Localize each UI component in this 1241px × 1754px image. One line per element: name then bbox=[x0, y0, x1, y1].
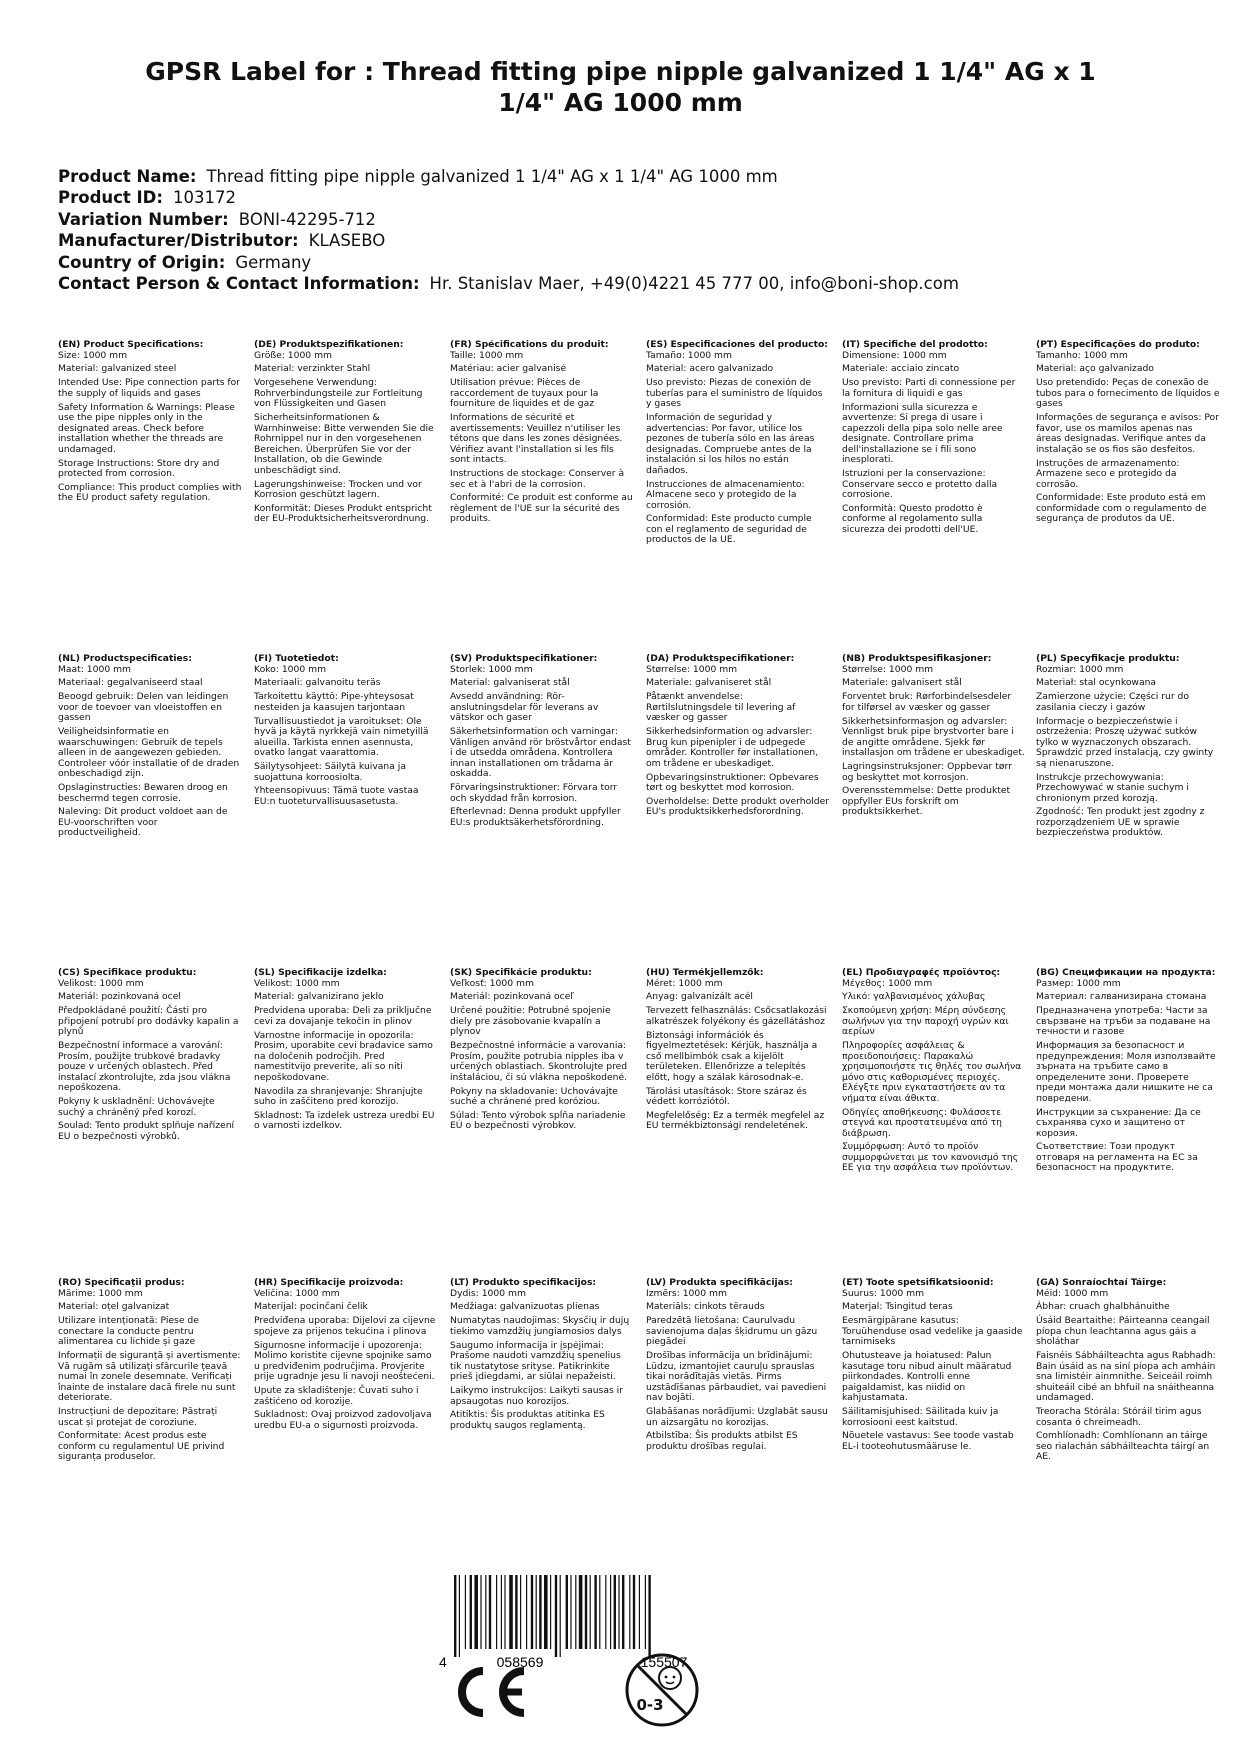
spec-line: Upute za skladištenje: Čuvati suho i zaštićeno od korozije. bbox=[254, 1385, 419, 1407]
barcode-bar bbox=[566, 1575, 568, 1649]
spec-line: Izmērs: 1000 mm bbox=[646, 1287, 727, 1299]
spec-line: Sukladnost: Ovaj proizvod zadovoljava uredbu EU-a o sigurnosti proizvoda. bbox=[254, 1409, 432, 1431]
spec-line: Informações de segurança e avisos: Por favor, use os mamilos apenas nas áreas designadas. Verifique antes da instalação se os fios são desfeitos. bbox=[1036, 412, 1219, 455]
spec-heading: (LT) Produkto specifikacijos: bbox=[450, 1278, 597, 1288]
spec-line: Veľkosť: 1000 mm bbox=[450, 977, 534, 989]
product-info bbox=[58, 166, 959, 294]
spec-line: Zamierzone użycie: Części rur do zasilania cieczy i gazów bbox=[1036, 691, 1190, 713]
info-label: Manufacturer/Distributor: bbox=[58, 231, 299, 251]
barcode-bars bbox=[454, 1575, 651, 1657]
barcode-bar bbox=[465, 1575, 466, 1649]
spec-line: Материал: галванизирана стомана bbox=[1036, 991, 1207, 1003]
spec-block bbox=[450, 1278, 634, 1435]
spec-block bbox=[646, 654, 830, 821]
barcode-bar bbox=[605, 1575, 606, 1649]
spec-line: Instrucciones de almacenamiento: Almacene seco y protegido de la corrosión. bbox=[646, 478, 805, 511]
spec-block bbox=[1036, 1278, 1220, 1466]
spec-line: Overensstemmelse: Dette produktet oppfyller EUs forskrift om produktsikkerhet. bbox=[842, 785, 1011, 818]
spec-line: Drošības informācija un brīdinājumi: Lūdzu, izmantojiet cauruļu sprauslas tikai norādītajās vietās. Pirms uzstādīšanas pārbaudiet, vai pavedieni nav bojāti. bbox=[646, 1350, 827, 1404]
spec-line: Taille: 1000 mm bbox=[450, 349, 524, 361]
spec-block bbox=[646, 340, 830, 549]
barcode-bar bbox=[560, 1575, 561, 1657]
spec-line: Soulad: Tento produkt splňuje nařízení EU o bezpečnosti výrobků. bbox=[58, 1120, 235, 1142]
info-value: KLASEBO bbox=[308, 231, 386, 251]
spec-block bbox=[450, 340, 634, 528]
spec-line: Treoracha Stórála: Stóráil tirim agus cosanta ó chreimeadh. bbox=[1036, 1406, 1202, 1428]
spec-heading: (EL) Προδιαγραφές προϊόντος: bbox=[842, 968, 1001, 978]
barcode-bar bbox=[550, 1575, 551, 1649]
spec-line: Veiligheidsinformatie en waarschuwingen: Gebruik de tepels alleen in de aangewezen gebieden. Controleer vóór installatie of de draden onbeschadigd zijn. bbox=[58, 726, 240, 780]
spec-line: Bezpečnostné informácie a varovania: Prosím, použite potrubia nipples iba v určených oblastiach. Skontrolujte pred inštaláciou, či sú vlákna nepoškodené. bbox=[450, 1040, 628, 1083]
spec-line: Safety Information & Warnings: Please use the pipe nipples only in the designated areas. Check before installation whether the threads are undamaged. bbox=[58, 401, 235, 455]
spec-line: Conformitate: Acest produs este conform cu regulamentul UE privind siguranța produselor. bbox=[58, 1430, 225, 1463]
spec-heading: (FR) Spécifications du produit: bbox=[450, 340, 609, 350]
info-value: BONI-42295-712 bbox=[238, 209, 376, 229]
spec-line: Informații de siguranță și avertismente: Vă rugăm să utilizați sfârcurile țeavă numai în zonele desemnate. Verificați înainte de instalare dacă firele nu sunt deteriorate. bbox=[58, 1350, 241, 1404]
info-label: Country of Origin: bbox=[58, 252, 226, 272]
spec-line: Uso previsto: Parti di connessione per la fornitura di liquidi e gas bbox=[842, 377, 1016, 399]
spec-heading: (SK) Špecifikácie produktu: bbox=[450, 968, 592, 978]
spec-line: Určené použitie: Potrubné spojenie diely pre zásobovanie kvapalín a plynov bbox=[450, 1005, 611, 1038]
spec-line: Dimensione: 1000 mm bbox=[842, 349, 947, 361]
spec-heading: (HU) Termékjellemzők: bbox=[646, 968, 764, 978]
spec-line: Materiál: pozinkovaná ocel bbox=[58, 991, 181, 1003]
spec-line: Σκοπούμενη χρήση: Μέρη σύνδεσης σωλήνων για την παροχή υγρών και αερίων bbox=[842, 1005, 1009, 1038]
spec-line: Maat: 1000 mm bbox=[58, 663, 132, 675]
spec-line: Anyag: galvanizált acél bbox=[646, 991, 753, 1003]
spec-line: Varnostne informacije in opozorila: Prosim, uporabite cevi bradavice samo na določenih področjih. Pred namestitvijo preverite, ali so niti nepoškodovane. bbox=[254, 1029, 433, 1083]
barcode-bar bbox=[579, 1575, 583, 1649]
spec-line: Size: 1000 mm bbox=[58, 349, 128, 361]
spec-line: Conformité: Ce produit est conforme au règlement de l'UE sur la sécurité des produits. bbox=[450, 492, 633, 525]
info-label: Product ID: bbox=[58, 188, 163, 208]
spec-line: Súlad: Tento výrobok spĺňa nariadenie EÚ o bezpečnosti výrobkov. bbox=[450, 1109, 626, 1132]
barcode-bar bbox=[454, 1575, 456, 1657]
spec-line: Materiale: galvanisert stål bbox=[842, 677, 962, 689]
spec-line: Velikost: 1000 mm bbox=[254, 977, 340, 989]
spec-line: Съответствие: Този продукт отговаря на регламента на ЕС за безопасност на продуктите. bbox=[1036, 1141, 1198, 1174]
spec-line: Förvaringsinstruktioner: Förvara torr och skyddad från korrosion. bbox=[450, 782, 618, 804]
spec-heading: (RO) Specificații produs: bbox=[58, 1278, 185, 1288]
spec-heading: (SV) Produktspecifikationer: bbox=[450, 654, 598, 664]
spec-heading: (DA) Produktspecifikationer: bbox=[646, 654, 795, 664]
spec-line: Materiale: acciaio zincato bbox=[842, 363, 960, 375]
spec-line: Istruzioni per la conservazione: Conservare secco e protetto dalla corrosione. bbox=[842, 468, 998, 501]
barcode-bar bbox=[618, 1575, 619, 1649]
spec-block bbox=[842, 340, 1026, 539]
spec-line: Säilytysohjeet: Säilytä kuivana ja suojattuna korroosiolta. bbox=[254, 761, 406, 783]
spec-block bbox=[842, 968, 1026, 1177]
spec-line: Material: galvaniserat stål bbox=[450, 677, 570, 689]
info-label: Variation Number: bbox=[58, 209, 229, 229]
spec-line: Sikkerhetsinformasjon og advarsler: Vennligst bruk pipe brystvorter bare i de angitte områdene. Sjekk før installasjon om trådene er ubeskadiget. bbox=[842, 715, 1025, 759]
spec-line: Informazioni sulla sicurezza e avvertenze: Si prega di usare i capezzoli della pipa solo nelle aree designate. Controllare prima dell'installazione se i fili sono inesplorati. bbox=[842, 401, 1003, 466]
barcode-bar bbox=[474, 1575, 478, 1649]
spec-line: Säkerhetsinformation och varningar: Vänligen använd rör bröstvårtor endast i de utsedda områdena. Kontrollera innan installationen om trådarna är oskadda. bbox=[450, 726, 631, 780]
spec-line: Atitiktis: Šis produktas atitinka ES produktų saugos reglamentą. bbox=[450, 1409, 605, 1431]
spec-line: Ábhar: cruach ghalbhánuithe bbox=[1036, 1301, 1170, 1313]
spec-line: Predviđena uporaba: Dijelovi za cijevne spojeve za prijenos tekućina i plinova bbox=[254, 1315, 436, 1337]
spec-line: Avsedd användning: Rör-anslutningsdelar för leverans av vätskor och gaser bbox=[450, 691, 599, 724]
info-row-variation-number bbox=[58, 209, 959, 230]
barcode-bar bbox=[610, 1575, 611, 1649]
spec-line: Material: galvanized steel bbox=[58, 363, 177, 375]
spec-line: Naleving: Dit product voldoet aan de EU-voorschriften voor productveiligheid. bbox=[58, 806, 228, 839]
spec-line: Instruções de armazenamento: Armazene seco e protegido da corrosão. bbox=[1036, 457, 1180, 490]
spec-line: Размер: 1000 mm bbox=[1036, 977, 1121, 989]
spec-heading: (SL) Specifikacije izdelka: bbox=[254, 968, 387, 978]
spec-line: Glabāšanas norādījumi: Uzglabāt sausu un aizsargātu no korozijas. bbox=[646, 1406, 828, 1428]
barcode-bar bbox=[515, 1575, 517, 1649]
spec-line: Zgodność: Ten produkt jest zgodny z rozporządzeniem UE w sprawie bezpieczeństwa produktów. bbox=[1036, 806, 1205, 839]
spec-heading: (LV) Produkta specifikācijas: bbox=[646, 1278, 793, 1288]
spec-block bbox=[1036, 340, 1220, 528]
spec-line: Οδηγίες αποθήκευσης: Φυλάσσετε στεγνά και προστατευμένα από τη διάβρωση. bbox=[842, 1106, 1002, 1139]
spec-line: Utilizare intenționată: Piese de conectare la conducte pentru alimentarea cu lichide și gaze bbox=[58, 1315, 199, 1348]
spec-line: Størrelse: 1000 mm bbox=[842, 663, 934, 675]
spec-line: Informacje o bezpieczeństwie i ostrzeżenia: Proszę używać sutków tylko w wyznaczonych obszarach. Sprawdzić przed instalacją, czy gwinty są nienaruszone. bbox=[1036, 715, 1214, 769]
svg-text:0-3: 0-3 bbox=[636, 1696, 664, 1714]
spec-line: Инструкции за съхранение: Да се съхранява сухо и защитено от корозия. bbox=[1036, 1106, 1201, 1139]
barcode-bar bbox=[501, 1575, 502, 1649]
spec-line: Méret: 1000 mm bbox=[646, 977, 723, 989]
ce-mark-icon bbox=[450, 1662, 530, 1722]
barcode-bar bbox=[639, 1575, 640, 1649]
spec-line: Navodila za shranjevanje: Shranjujte suho in zaščiteno pred korozijo. bbox=[254, 1085, 423, 1108]
spec-block bbox=[450, 654, 634, 832]
spec-line: Tárolási utasítások: Store száraz és védett korróziótól. bbox=[646, 1085, 807, 1108]
spec-block bbox=[254, 340, 438, 528]
spec-line: Conformidad: Este producto cumple con el reglamento de seguridad de productos de la UE. bbox=[646, 513, 812, 546]
spec-line: Materiaal: gegalvaniseerd staal bbox=[58, 677, 203, 689]
spec-block bbox=[450, 968, 634, 1135]
barcode-bar bbox=[536, 1575, 537, 1649]
spec-line: Předpokládané použití: Části pro připojení potrubí pro dodávky kapalin a plynů bbox=[58, 1005, 239, 1038]
spec-line: Úsáid Beartaithe: Páirteanna ceangail píopa chun leachtanna agus gáis a sholáthar bbox=[1036, 1315, 1210, 1348]
spec-line: Instrucțiuni de depozitare: Păstrați uscat și protejat de coroziune. bbox=[58, 1406, 218, 1428]
spec-line: Efterlevnad: Denna produkt uppfyller EU:s produktsäkerhetsförordning. bbox=[450, 806, 621, 828]
barcode-bar bbox=[590, 1575, 591, 1649]
barcode-bar bbox=[459, 1575, 460, 1657]
spec-line: Bezpečnostní informace a varování: Prosím, použijte trubkové bradavky pouze v určených oblastech. Před instalací zkontrolujte, zda jsou vlákna nepoškozena. bbox=[58, 1040, 231, 1094]
spec-line: Größe: 1000 mm bbox=[254, 349, 332, 361]
spec-line: Uso pretendido: Peças de conexão de tubos para o fornecimento de líquidos e gases bbox=[1036, 377, 1220, 410]
info-label: Product Name: bbox=[58, 167, 197, 186]
spec-line: Nõuetele vastavus: See toode vastab EL-i tooteohutusmääruse le. bbox=[842, 1430, 1014, 1452]
spec-block bbox=[646, 968, 830, 1135]
barcode-bar bbox=[555, 1575, 557, 1657]
barcode-bar bbox=[570, 1575, 571, 1649]
spec-line: Storlek: 1000 mm bbox=[450, 663, 533, 675]
spec-line: Velikost: 1000 mm bbox=[58, 977, 144, 989]
spec-line: Conformità: Questo prodotto è conforme al regolamento sulla sicurezza dei prodotti dell'UE. bbox=[842, 502, 983, 535]
barcode-digits-left: 058569 bbox=[496, 1654, 544, 1670]
barcode-bar bbox=[485, 1575, 486, 1649]
barcode-bar bbox=[629, 1575, 630, 1649]
spec-line: Compliance: This product complies with the EU product safety regulation. bbox=[58, 481, 242, 504]
spec-line: Material: aço galvanizado bbox=[1036, 363, 1154, 375]
barcode-bar bbox=[480, 1575, 481, 1649]
info-value: Germany bbox=[235, 252, 312, 272]
spec-heading: (GA) Sonraíochtaí Táirge: bbox=[1036, 1278, 1167, 1288]
spec-line: Lagerungshinweise: Trocken und vor Korrosion geschützt lagern. bbox=[254, 478, 422, 501]
spec-line: Conformidade: Este produto está em conformidade com o regulamento de segurança de produtos da UE. bbox=[1036, 492, 1207, 525]
barcode-bar bbox=[520, 1575, 521, 1649]
spec-block bbox=[842, 654, 1026, 821]
spec-line: Atbilstība: Šis produkts atbilst ES produktu drošības regulai. bbox=[646, 1430, 798, 1452]
spec-line: Turvallisuustiedot ja varoitukset: Ole hyvä ja käytä nyrkkejä vain nimetyillä alueilla. Tarkista ennen asennusta, ovatko langat vaarattomia. bbox=[254, 715, 429, 759]
spec-line: Matériau: acier galvanisé bbox=[450, 363, 567, 375]
barcode-bar bbox=[539, 1575, 541, 1649]
barcode-bar bbox=[496, 1575, 497, 1649]
spec-line: Materiāls: cinkots tērauds bbox=[646, 1301, 765, 1313]
spec-block bbox=[58, 340, 242, 507]
spec-block bbox=[254, 654, 438, 811]
barcode-bar bbox=[531, 1575, 533, 1649]
info-value: Hr. Stanislav Maer, +49(0)4221 45 777 00, info@boni-shop.com bbox=[429, 274, 959, 294]
spec-heading: (EN) Product Specifications: bbox=[58, 340, 204, 350]
info-value: 103172 bbox=[172, 188, 236, 208]
spec-line: Påtænkt anvendelse: Rørtilslutningsdele til levering af væsker og gasser bbox=[646, 691, 796, 724]
spec-block bbox=[254, 1278, 438, 1435]
spec-block bbox=[254, 968, 438, 1135]
spec-line: Materiaali: galvanoitu teräs bbox=[254, 677, 381, 689]
barcode-bar bbox=[575, 1575, 576, 1649]
spec-line: Dydis: 1000 mm bbox=[450, 1287, 526, 1299]
spec-line: Información de seguridad y advertencias: Por favor, utilice los pezones de tubería sólo en las áreas designadas. Compruebe antes de la instalación si los hilos no están dañados. bbox=[646, 412, 815, 476]
barcode-bar bbox=[648, 1575, 650, 1657]
spec-line: Paredzētā lietošana: Caurulvadu savienojuma daļas šķidrumu un gāzu piegādei bbox=[646, 1315, 818, 1348]
barcode-bar bbox=[614, 1575, 616, 1649]
spec-line: Tervezett felhasználás: Csőcsatlakozási alkatrészek folyékony és gázellátáshoz bbox=[646, 1005, 827, 1027]
spec-line: Συμμόρφωση: Αυτό το προϊόν συμμορφώνεται με τον κανονισμό της ΕΕ για την ασφάλεια των προϊόντων. bbox=[842, 1141, 1019, 1174]
spec-heading: (HR) Specifikacije proizvoda: bbox=[254, 1278, 404, 1288]
barcode-bar bbox=[633, 1575, 635, 1649]
barcode-bar bbox=[509, 1575, 513, 1649]
spec-line: Méid: 1000 mm bbox=[1036, 1287, 1109, 1299]
spec-block bbox=[842, 1278, 1026, 1456]
spec-heading: (PL) Specyfikacje produktu: bbox=[1036, 654, 1180, 664]
spec-line: Materiál: pozinkovaná oceľ bbox=[450, 991, 574, 1003]
spec-heading: (NB) Produktspesifikasjoner: bbox=[842, 654, 992, 664]
spec-line: Forventet bruk: Rørforbindelsesdeler for tilførsel av væsker og gasser bbox=[842, 691, 1012, 713]
spec-line: Suurus: 1000 mm bbox=[842, 1287, 925, 1299]
spec-line: Mărime: 1000 mm bbox=[58, 1287, 143, 1299]
spec-line: Informations de sécurité et avertissements: Veuillez n'utiliser les tétons que dans les zones désignées. Vérifiez avant l'installation si les fils sont intacts. bbox=[450, 412, 623, 466]
spec-line: Veličina: 1000 mm bbox=[254, 1287, 340, 1299]
barcode-bar bbox=[489, 1575, 491, 1649]
spec-line: Utilisation prévue: Pièces de raccordement de tuyaux pour la fourniture de liquides et de gaz bbox=[450, 377, 599, 410]
spec-line: Koko: 1000 mm bbox=[254, 663, 327, 675]
spec-line: Materiał: stal ocynkowana bbox=[1036, 677, 1157, 689]
spec-line: Tarkoitettu käyttö: Pipe-yhteysosat nesteiden ja kaasujen tarjontaan bbox=[254, 691, 414, 713]
spec-line: Overholdelse: Dette produkt overholder EU's produktsikkerhedsforordning. bbox=[646, 795, 830, 818]
spec-heading: (ET) Toote spetsifikatsioonid: bbox=[842, 1278, 994, 1288]
spec-block bbox=[646, 1278, 830, 1456]
spec-line: Pokyny na skladovanie: Uchovávajte suché a chránené pred koróziou. bbox=[450, 1085, 618, 1108]
spec-line: Faisnéis Sábháilteachta agus Rabhadh: Bain úsáid as na siní píopa ach amháin sna limistéir ainmnithe. Seiceáil roimh shuiteáil cibé an bhfuil na snáitheanna undamaged. bbox=[1036, 1350, 1216, 1404]
spec-line: Beoogd gebruik: Delen van leidingen voor de toevoer van vloeistoffen en gassen bbox=[58, 691, 229, 724]
spec-heading: (NL) Productspecificaties: bbox=[58, 654, 192, 664]
info-row-product-name bbox=[58, 166, 959, 187]
spec-line: Opbevaringsinstruktioner: Opbevares tørt og beskyttet mod korrosion. bbox=[646, 771, 819, 794]
spec-line: Instrukcje przechowywania: Przechowywać w stanie suchym i chronionym przed korozją. bbox=[1036, 771, 1189, 804]
spec-line: Πληροφορίες ασφάλειας & προειδοποιήσεις: Παρακαλώ χρησιμοποιήστε τις θηλές του σωλήνα μόνο στις καθορισμένες περιοχές. Ελέγξτε πριν εγκαταστήσετε αν τα νήματα είναι άθικτα. bbox=[842, 1040, 1022, 1104]
barcode-bar bbox=[645, 1575, 646, 1649]
info-label: Contact Person & Contact Information: bbox=[58, 274, 420, 294]
page-title: GPSR Label for : Thread fitting pipe nipple galvanized 1 1/4" AG x 1 1/4" AG 1000 mm bbox=[145, 57, 1096, 117]
spec-heading: (BG) Спецификации на продукта: bbox=[1036, 968, 1216, 978]
spec-line: Instructions de stockage: Conserver à sec et à l'abri de la corrosion. bbox=[450, 468, 625, 490]
spec-block bbox=[58, 968, 242, 1146]
barcode-bar bbox=[585, 1575, 587, 1649]
spec-line: Opslaginstructies: Bewaren droog en beschermd tegen corrosie. bbox=[58, 782, 228, 804]
spec-line: Biztonsági információk és figyelmeztetések: Kérjük, használja a cső mellbimbók csak a kijelölt területeken. Ellenőrizze a telepítés előtt, hogy a szálak károsodnak-e. bbox=[646, 1029, 818, 1083]
barcode-digits-right: 155507 bbox=[640, 1654, 688, 1670]
spec-line: Materjal: Tsingitud teras bbox=[842, 1301, 953, 1313]
barcode-bar bbox=[544, 1575, 548, 1649]
spec-line: Uso previsto: Piezas de conexión de tuberías para el suministro de líquidos y gases bbox=[646, 377, 823, 410]
info-row-country-of-origin bbox=[58, 252, 959, 273]
spec-line: Størrelse: 1000 mm bbox=[646, 663, 738, 675]
spec-line: Laikymo instrukcijos: Laikyti sausas ir apsaugotas nuo korozijos. bbox=[450, 1385, 623, 1407]
spec-heading: (IT) Specifiche del prodotto: bbox=[842, 340, 988, 350]
barcode-bar bbox=[526, 1575, 527, 1649]
spec-line: Sikkerhedsinformation og advarsler: Brug kun pipenipler i de udpegede områder. Kontroller før installationen, om trådene er ubeskadiget. bbox=[646, 726, 819, 769]
spec-heading: (ES) Especificaciones del producto: bbox=[646, 340, 828, 350]
info-row-contact bbox=[58, 273, 959, 294]
barcode-digit-lead: 4 bbox=[439, 1654, 447, 1670]
spec-line: Tamaño: 1000 mm bbox=[646, 349, 732, 361]
spec-line: Medžiaga: galvanizuotas plienas bbox=[450, 1301, 600, 1313]
spec-line: Sigurnosne informacije i upozorenja: Molimo koristite cijevne spojnike samo u predviđenim područjima. Provjerite prije ugradnje jesu li navoji neoštećeni. bbox=[254, 1339, 435, 1383]
info-row-manufacturer bbox=[58, 230, 959, 251]
spec-line: Rozmiar: 1000 mm bbox=[1036, 663, 1124, 675]
spec-heading: (PT) Especificações do produto: bbox=[1036, 340, 1200, 350]
spec-block bbox=[1036, 654, 1220, 842]
info-row-product-id bbox=[58, 187, 959, 208]
barcode-bar bbox=[599, 1575, 600, 1649]
spec-line: Υλικό: γαλβανισμένος χάλυβας bbox=[842, 991, 986, 1003]
spec-line: Информация за безопасност и предупреждения: Моля използвайте зърната на тръбите само в определените зони. Проверете преди монтажа дали нишките не са повредени. bbox=[1036, 1040, 1216, 1104]
spec-line: Material: galvanizirano jeklo bbox=[254, 991, 384, 1003]
spec-line: Storage Instructions: Store dry and protected from corrosion. bbox=[58, 457, 220, 480]
spec-block bbox=[58, 1278, 242, 1466]
spec-line: Säilitamisjuhised: Säilitada kuiv ja korrosiooni eest kaitstud. bbox=[842, 1406, 999, 1428]
spec-line: Lagringsinstruksjoner: Oppbevar tørr og beskyttet mot korrosjon. bbox=[842, 761, 1012, 783]
spec-line: Numatytas naudojimas: Skysčių ir dujų tiekimo vamzdžių jungiamosios dalys bbox=[450, 1315, 630, 1337]
spec-line: Predvidena uporaba: Deli za priključne cevi za dovajanje tekočin in plinov bbox=[254, 1005, 432, 1027]
spec-block bbox=[58, 654, 242, 842]
spec-line: Material: acero galvanizado bbox=[646, 363, 774, 375]
spec-heading: (DE) Produktspezifikationen: bbox=[254, 340, 404, 350]
spec-line: Megfelelőség: Ez a termék megfelel az EU termékbiztonsági rendeletének. bbox=[646, 1109, 825, 1132]
spec-line: Ohutusteave ja hoiatused: Palun kasutage toru nibud ainult määratud piirkondades. Kontrolli enne paigaldamist, kas niidid on kahjustamata. bbox=[842, 1350, 1012, 1404]
barcode-bar bbox=[470, 1575, 472, 1649]
barcode-bar bbox=[594, 1575, 596, 1649]
barcode-bar bbox=[622, 1575, 624, 1649]
spec-line: Yhteensopivuus: Tämä tuote vastaa EU:n tuoteturvallisuusasetusta. bbox=[254, 785, 419, 807]
age-warning-0-3-icon bbox=[622, 1650, 702, 1730]
spec-line: Eesmärgipärane kasutus: Toruühenduse osad vedelike ja gaaside tarnimiseks bbox=[842, 1315, 1023, 1348]
spec-line: Vorgesehene Verwendung: Rohrverbindungsteile zur Fortleitung von Flüssigkeiten und Gasen bbox=[254, 377, 423, 410]
spec-line: Sicherheitsinformationen & Warnhinweise: Bitte verwenden Sie die Rohrnippel nur in den vorgesehenen Bereichen. Überprüfen Sie vor der Installation, ob die Gewinde unbeschädigt sind. bbox=[254, 412, 434, 476]
spec-line: Material: verzinkter Stahl bbox=[254, 363, 371, 375]
barcode-bar bbox=[504, 1575, 505, 1649]
spec-heading: (CS) Specifikace produktu: bbox=[58, 968, 197, 978]
spec-line: Pokyny k uskladnění: Uchovávejte suchý a chráněný před korozí. bbox=[58, 1096, 215, 1118]
spec-line: Skladnost: Ta izdelek ustreza uredbi EU o varnosti izdelkov. bbox=[254, 1109, 435, 1132]
spec-block bbox=[1036, 968, 1220, 1177]
spec-line: Intended Use: Pipe connection parts for the supply of liquids and gases bbox=[58, 377, 241, 399]
spec-heading: (FI) Tuotetiedot: bbox=[254, 654, 339, 664]
spec-line: Предназначена употреба: Части за свързване на тръби за подаване на течности и газове bbox=[1036, 1005, 1211, 1038]
spec-line: Materijal: pocinčani čelik bbox=[254, 1301, 368, 1313]
spec-line: Material: oțel galvanizat bbox=[58, 1301, 170, 1313]
info-value: Thread fitting pipe nipple galvanized 1 1/4" AG x 1 1/4" AG 1000 mm bbox=[206, 167, 778, 186]
spec-line: Materiale: galvaniseret stål bbox=[646, 677, 772, 689]
spec-line: Saugumo informacija ir įspėjimai: Prašome naudoti vamzdžių spenelius tik nustatytose srityse. Patikrinkite prieš įdiegdami, ar siūlai nepažeisti. bbox=[450, 1339, 621, 1383]
spec-line: Μέγεθος: 1000 mm bbox=[842, 977, 933, 989]
spec-line: Tamanho: 1000 mm bbox=[1036, 349, 1128, 361]
spec-line: Konformität: Dieses Produkt entspricht der EU-Produktsicherheitsverordnung. bbox=[254, 502, 432, 525]
spec-line: Comhlíonadh: Comhlíonann an táirge seo rialachán sábháilteachta táirgí an AE. bbox=[1036, 1430, 1210, 1463]
